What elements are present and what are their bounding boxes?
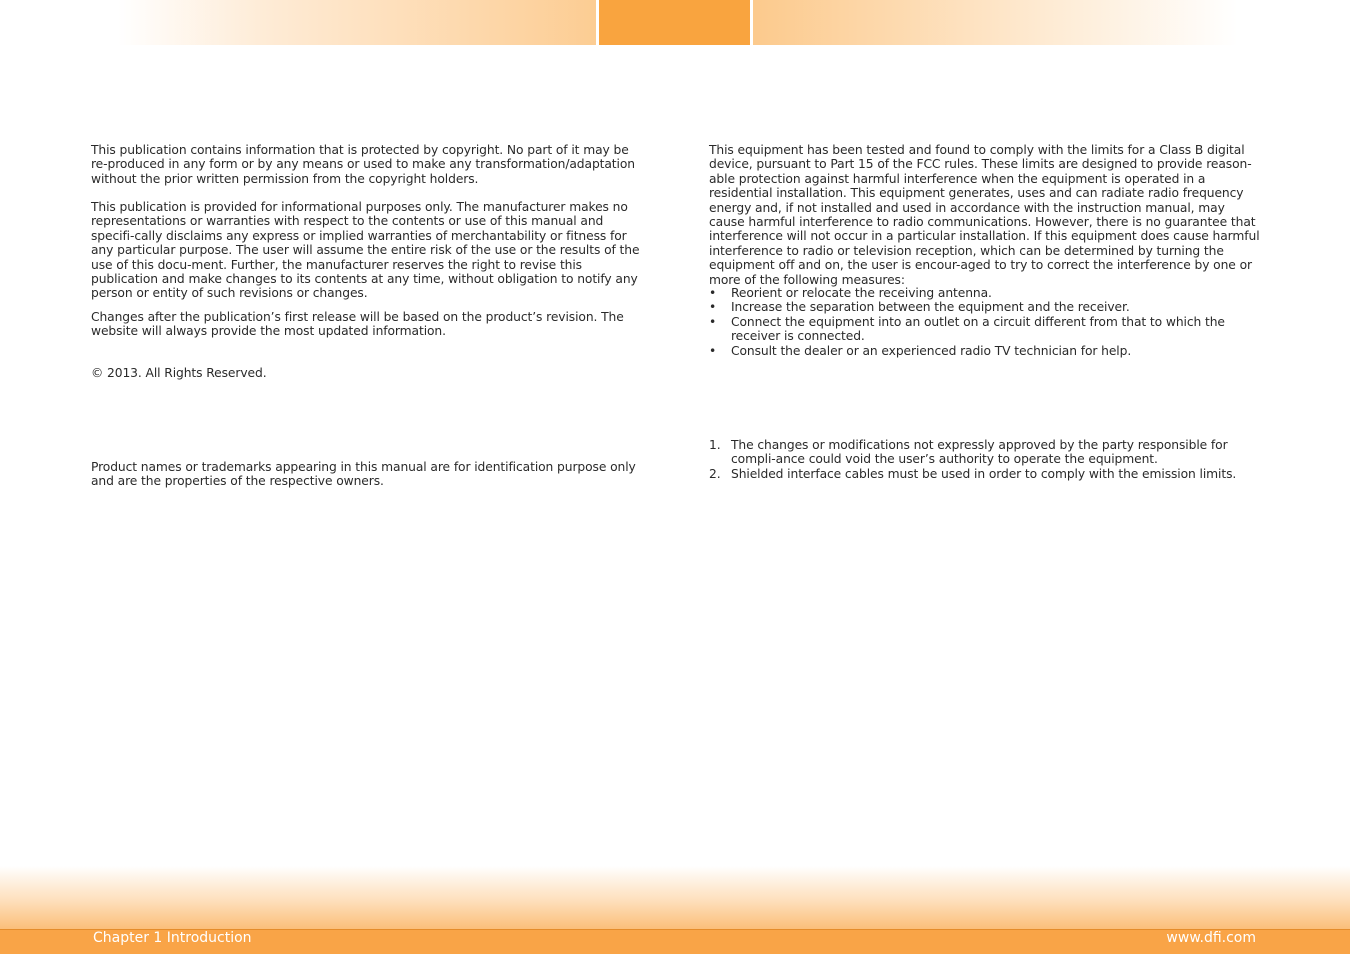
measure-text: Increase the separation between the equipment and the receiver. <box>731 300 1130 315</box>
measure-text: Connect the equipment into an outlet on a circuit different from that to which the receiver is connected. <box>731 314 1225 344</box>
notice-text: Shielded interface cables must be used in order to comply with the emission limits. <box>731 466 1237 481</box>
header-band-left <box>118 0 596 45</box>
bullet-marker: • <box>709 343 717 358</box>
list-item <box>709 315 1261 344</box>
header-tab-active <box>599 0 750 45</box>
bullet-marker: • <box>709 286 717 300</box>
footer-gradient <box>0 866 1350 930</box>
trademarks-paragraph: Product names or trademarks appearing in this manual are for identification purpose only and are the properties of the respective owners. <box>91 460 636 489</box>
revision-paragraph: Changes after the publication’s first release will be based on the product’s revision. The website will always provide the most updated information. <box>91 310 624 339</box>
copyright-paragraph: This publication contains information that is protected by copyright. No part of it may be re-produced in any form or by any means or used to make any transformation/adaptation without the prior written permission from the copyright holders. <box>91 143 635 186</box>
disclaimer-paragraph: This publication is provided for informational purposes only. The manufacturer makes no representations or warranties with respect to the contents or use of this manual and specifi-cally disclaims any express or implied warranties of merchantability or fitness for any particular purpose. The user will assume the entire risk of the use or the results of the use of this docu-ment. Further, the manufacturer reserves the right to revise this publication and make changes to its contents at any time, without obligation to notify any person or entity of such revisions or changes. <box>91 200 640 301</box>
list-item <box>709 438 1261 467</box>
notices-list <box>709 438 1261 481</box>
measures-list <box>709 286 1261 358</box>
notice-number: 1. <box>709 438 721 452</box>
bullet-marker: • <box>709 314 717 329</box>
list-item <box>709 467 1261 481</box>
list-item <box>709 300 1261 314</box>
fcc-paragraph: This equipment has been tested and found to comply with the limits for a Class B digital device, pursuant to Part 15 of the FCC rules. These limits are designed to provide reason-able protection against harmful interference when the equipment is operated in a residential installation. This equipment generates, uses and can radiate radio frequency energy and, if not installed and used in accordance with the instruction manual, may cause harmful interference to radio communications. However, there is no guarantee that interference will not occur in a particular installation. If this equipment does cause harmful interference to radio or television reception, which can be determined by turning the equipment off and on, the user is encour-aged to try to correct the interference by one or more of the following measures: <box>709 143 1260 287</box>
list-item <box>709 344 1261 358</box>
list-item <box>709 286 1261 300</box>
chapter-label: Chapter 1 Introduction <box>93 930 252 946</box>
notice-number: 2. <box>709 466 721 481</box>
measure-text: Reorient or relocate the receiving antenna. <box>731 286 992 300</box>
bullet-marker: • <box>709 300 717 315</box>
measure-text: Consult the dealer or an experienced radio TV technician for help. <box>731 343 1132 358</box>
notice-text: The changes or modifications not expressly approved by the party responsible for compli-ance could void the user’s authority to operate the equipment. <box>731 438 1228 467</box>
website-link[interactable]: www.dfi.com <box>1166 930 1256 946</box>
header-band-right <box>753 0 1238 45</box>
rights-reserved-line: © 2013. All Rights Reserved. <box>91 366 267 380</box>
